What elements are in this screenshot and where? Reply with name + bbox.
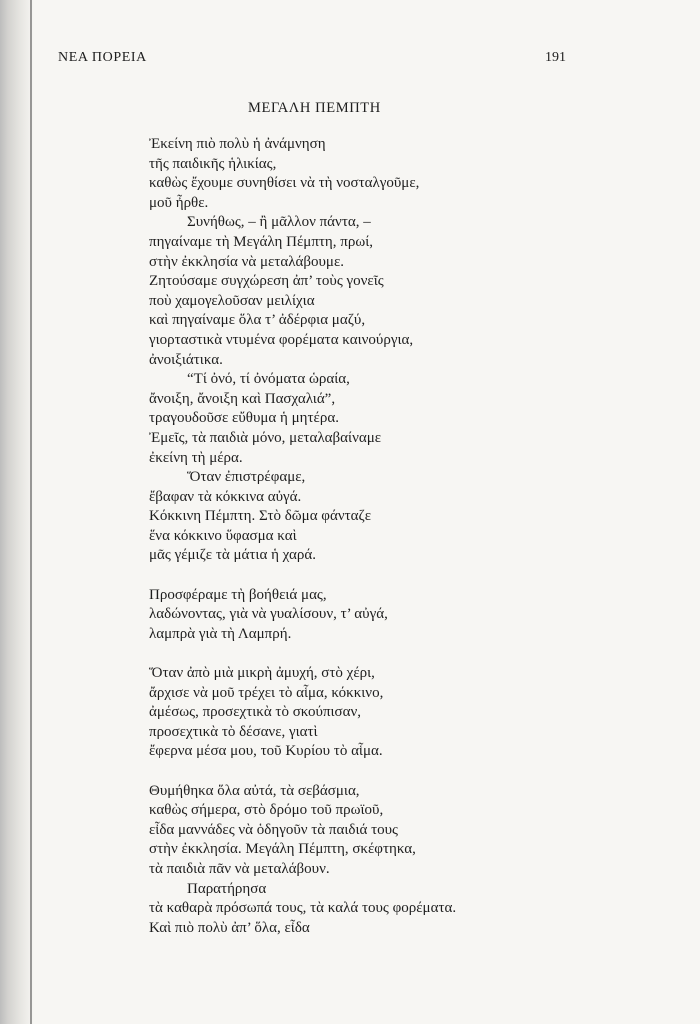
poem-line: γιορταστικὰ ντυμένα φορέματα καινούργια, [149, 331, 414, 348]
poem-line: στὴν ἐκκλησία νὰ μεταλάβουμε. [149, 253, 345, 270]
running-head: ΝΕΑ ΠΟΡΕΙΑ [58, 50, 147, 65]
poem-line: ἀμέσως, προσεχτικὰ τὸ σκούπισαν, [149, 704, 362, 721]
poem-line: Ὅταν ἐπιστρέφαμε, [187, 469, 306, 486]
poem-line: τραγουδοῦσε εὔθυμα ἡ μητέρα. [149, 410, 339, 427]
poem-line: προσεχτικὰ τὸ δέσανε, γιατὶ [149, 723, 318, 740]
stanza-break [149, 566, 689, 586]
poem-line: λαμπρὰ γιὰ τὴ Λαμπρή. [149, 625, 292, 642]
poem-line: εἶδα μαννάδες νὰ ὁδηγοῦν τὰ παιδιά τους [149, 821, 398, 838]
poem-line: Θυμήθηκα ὅλα αὐτά, τὰ σεβάσμια, [149, 782, 360, 799]
poem-line: πηγαίναμε τὴ Μεγάλη Πέμπτη, πρωί, [149, 233, 373, 250]
poem-line: καὶ πηγαίναμε ὅλα τ’ ἀδέρφια μαζύ, [149, 312, 366, 329]
poem-line: Συνήθως, – ἢ μᾶλλον πάντα, – [187, 214, 371, 231]
stanza-break [149, 762, 689, 782]
poem-line: καθὼς ἔχουμε συνηθίσει νὰ τὴ νοσταλγοῦμε, [149, 175, 420, 192]
poem-line: Ζητούσαμε συγχώρεση ἀπ’ τοὺς γονεῖς [149, 273, 384, 290]
poem-line: ἐκείνη τὴ μέρα. [149, 449, 243, 466]
poem-line: ποὺ χαμογελοῦσαν μειλίχια [149, 292, 315, 309]
page-number: 191 [545, 50, 566, 65]
poem-line: Προσφέραμε τὴ βοήθειά μας, [149, 586, 327, 603]
poem-line: ἄνοιξη, ἄνοιξη καὶ Πασχαλιά”, [149, 390, 336, 407]
poem-title: ΜΕΓΑΛΗ ΠΕΜΠΤΗ [248, 100, 381, 116]
stanza-break [149, 644, 689, 664]
poem-line: ἕνα κόκκινο ὕφασμα καὶ [149, 527, 297, 544]
poem-line: τὰ καθαρὰ πρόσωπά τους, τὰ καλά τους φορέματα. [149, 900, 457, 917]
poem-line: τῆς παιδικῆς ἡλικίας, [149, 155, 277, 172]
poem-line: λαδώνοντας, γιὰ νὰ γυαλίσουν, τ’ αὐγά, [149, 606, 388, 623]
poem-line: ἄρχισε νὰ μοῦ τρέχει τὸ αἷμα, κόκκινο, [149, 684, 384, 701]
poem-line: στὴν ἐκκλησία. Μεγάλη Πέμπτη, σκέφτηκα, [149, 841, 416, 858]
poem-line: Ὅταν ἀπὸ μιὰ μικρὴ ἀμυχή, στὸ χέρι, [149, 665, 375, 682]
poem-line: Ἐκείνη πιὸ πολὺ ἡ ἀνάμνηση [149, 136, 326, 152]
poem-line: Παρατήρησα [187, 880, 267, 897]
book-binding-shadow [0, 0, 34, 1024]
poem-line: Κόκκινη Πέμπτη. Στὸ δῶμα φάνταζε [149, 508, 372, 525]
poem-line: μᾶς γέμιζε τὰ μάτια ἡ χαρά. [149, 547, 316, 564]
book-binding-edge [30, 0, 32, 1024]
poem-line: ἔβαφαν τὰ κόκκινα αὐγά. [149, 488, 302, 505]
poem-line: καθὼς σήμερα, στὸ δρόμο τοῦ πρωϊοῦ, [149, 802, 384, 819]
poem-body [149, 135, 689, 938]
poem-line: μοῦ ἦρθε. [149, 194, 209, 211]
poem-line: “Τί ὀνό, τί ὀνόματα ὡραία, [187, 371, 350, 388]
poem-line: Καὶ πιὸ πολὺ ἀπ’ ὅλα, εἶδα [149, 919, 310, 936]
poem-line: ἀνοιξιάτικα. [149, 351, 223, 368]
poem-line: Ἐμεῖς, τὰ παιδιὰ μόνο, μεταλαβαίναμε [149, 429, 382, 446]
poem-line: ἔφερνα μέσα μου, τοῦ Κυρίου τὸ αἷμα. [149, 743, 383, 760]
poem-line: τὰ παιδιὰ πᾶν νὰ μεταλάβουν. [149, 860, 330, 877]
